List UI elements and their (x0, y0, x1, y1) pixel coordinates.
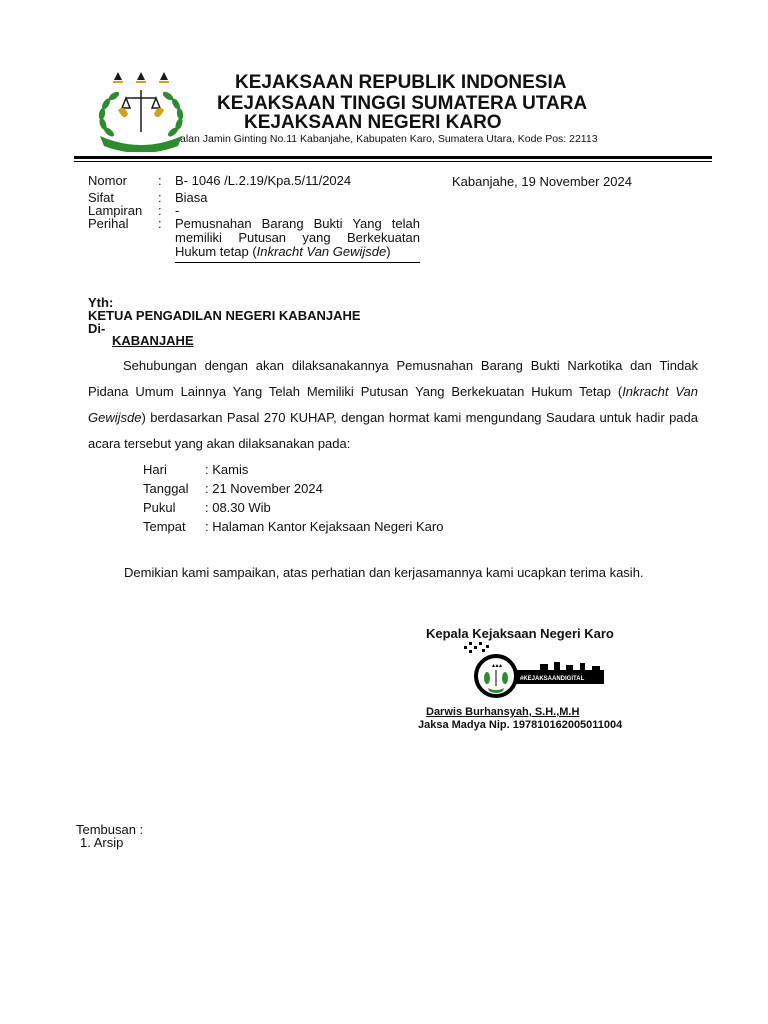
sifat-label: Sifat (88, 190, 115, 205)
recipient-name: KETUA PENGADILAN NEGERI KABANJAHE (88, 308, 361, 323)
nomor-label: Nomor (88, 173, 128, 188)
letterhead-line2: KEJAKSAAN TINGGI SUMATERA UTARA (217, 93, 588, 114)
recipient-yth: Yth: (88, 295, 114, 310)
letterhead-rule-thin (74, 161, 712, 162)
place-date: Kabanjahe, 19 November 2024 (452, 174, 632, 189)
lampiran-label: Lampiran (88, 203, 143, 218)
schedule-row: Pukul : 08.30 Wib (143, 500, 271, 515)
perihal-label: Perihal (88, 216, 129, 231)
lampiran-value: - (175, 203, 180, 218)
schedule-row: Tempat : Halaman Kantor Kejaksaan Negeri Karo (143, 519, 444, 534)
tembusan-title: Tembusan : (76, 822, 144, 837)
signer-name: Darwis Burhansyah, S.H.,M.H (426, 706, 580, 718)
kejaksaan-logo (92, 70, 190, 152)
colon: : (158, 216, 162, 231)
letterhead-rule-thick (74, 156, 712, 159)
perihal-line3: Hukum tetap (Inkracht Van Gewijsde) (175, 244, 391, 259)
perihal-underline (175, 262, 420, 263)
recipient-di: Di- (88, 321, 106, 336)
signer-nip: Jaksa Madya Nip. 197810162005011004 (418, 719, 623, 731)
signature-title: Kepala Kejaksaan Negeri Karo (426, 626, 614, 641)
colon: : (158, 203, 162, 218)
esign-text: #KEJAKSAANDIGITAL (520, 676, 585, 682)
body-paragraph: Sehubungan dengan akan dilaksanakannya Pemusnahan Barang Bukti Narkotika dan Tindak Pidana Umum Lainnya Yang Telah Memiliki Putusan Yang Berkekuatan Hukum Tetap (Inkracht Van Gewijsde) berdasarkan Pasal 270 KUHAP, dengan hormat kami mengundang Saudara untuk hadir pada acara tersebut yang akan dilaksanakan pada: (88, 358, 698, 451)
perihal-line2: memiliki Putusan yang Berkekuatan (175, 230, 420, 245)
letterhead-address: alan Jamin Ginting No.11 Kabanjahe, Kabupaten Karo, Sumatera Utara, Kode Pos: 22113 (180, 133, 598, 145)
nomor-value: B- 1046 /L.2.19/Kpa.5/11/2024 (175, 173, 352, 188)
sifat-value: Biasa (175, 190, 208, 205)
esign-key-logo (462, 640, 608, 702)
schedule-row: Tanggal : 21 November 2024 (143, 481, 323, 496)
perihal-line1: Pemusnahan Barang Bukti Yang telah (175, 216, 420, 231)
schedule-row: Hari : Kamis (143, 462, 249, 477)
colon: : (158, 190, 162, 205)
recipient-city: KABANJAHE (112, 333, 194, 348)
letterhead-line3: KEJAKSAAN NEGERI KARO (244, 112, 502, 133)
letterhead-line1: KEJAKSAAN REPUBLIK INDONESIA (235, 72, 567, 93)
colon: : (158, 173, 162, 188)
closing-sentence: Demikian kami sampaikan, atas perhatian dan kerjasamannya kami ucapkan terima kasih. (124, 565, 644, 580)
tembusan-item: 1. Arsip (80, 835, 124, 850)
perihal-value (175, 217, 420, 259)
